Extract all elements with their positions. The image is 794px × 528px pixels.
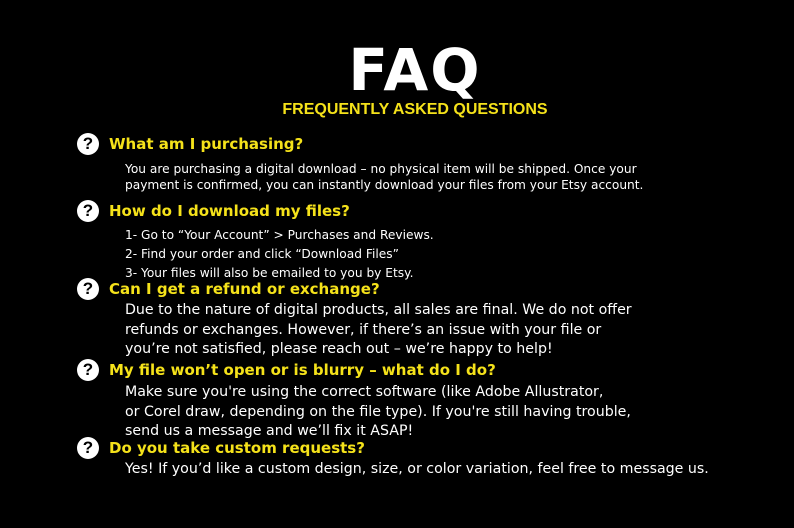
- faq-answer: [125, 161, 643, 193]
- faq-answer-line: Due to the nature of digital products, all sales are final. We do not offer: [125, 302, 632, 318]
- question-circle-icon: ?: [77, 200, 99, 222]
- faq-answer-line: You are purchasing a digital download – no physical item will be shipped. Once your: [125, 162, 637, 176]
- faq-answer: [125, 301, 632, 360]
- question-circle-icon: ?: [77, 359, 99, 381]
- faq-answer-line: send us a message and we’ll fix it ASAP!: [125, 423, 414, 439]
- faq-answer: [125, 226, 434, 283]
- faq-question: Can I get a refund or exchange?: [109, 280, 380, 298]
- faq-answer: [125, 460, 709, 480]
- faq-question: How do I download my files?: [109, 202, 350, 220]
- page-subtitle: FREQUENTLY ASKED QUESTIONS: [282, 101, 548, 118]
- question-circle-icon: ?: [77, 437, 99, 459]
- faq-question: Do you take custom requests?: [109, 439, 365, 457]
- faq-answer-line: 1- Go to “Your Account” > Purchases and Reviews.: [125, 228, 434, 242]
- faq-answer-line: 3- Your files will also be emailed to you by Etsy.: [125, 266, 414, 280]
- faq-answer-line: you’re not satisfied, please reach out – we’re happy to help!: [125, 341, 553, 357]
- faq-answer-line: Yes! If you’d like a custom design, size, or color variation, feel free to message us.: [125, 461, 709, 477]
- faq-answer-line: or Corel draw, depending on the file type). If you're still having trouble,: [125, 403, 631, 420]
- question-circle-icon: ?: [77, 278, 99, 300]
- faq-answer-line: payment is confirmed, you can instantly download your files from your Etsy account.: [125, 178, 644, 192]
- faq-answer: [125, 383, 631, 442]
- page-title: FAQ: [348, 36, 482, 104]
- faq-answer-line: 2- Find your order and click “Download Files”: [125, 247, 399, 261]
- faq-question: What am I purchasing?: [109, 135, 304, 153]
- question-circle-icon: ?: [77, 133, 99, 155]
- faq-answer-line: Make sure you're using the correct software (like Adobe Allustrator,: [125, 384, 604, 400]
- faq-answer-line: refunds or exchanges. However, if there’s an issue with your file or: [125, 321, 602, 338]
- faq-question: My file won’t open or is blurry – what do I do?: [109, 361, 496, 379]
